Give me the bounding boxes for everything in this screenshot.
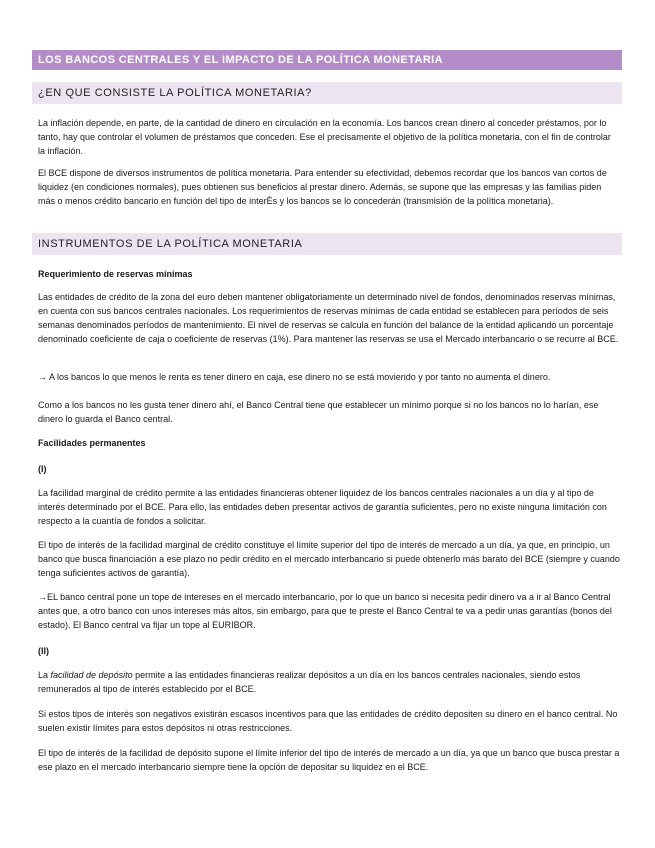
label-ii: (II) [38,646,49,656]
paragraph-bce-instrumentos: El BCE dispone de diversos instrumentos de política monetaria. Para entender su efectividad, debemos recordar que los bancos van cortos de liquidez (en condiciones normales), pues obtienen sus beneficios al prestar dinero. Además, se supone que las empresas y las familias piden más o menos crédito bancario en función del tipo de interÈs y los bancos se lo concederán (transmisión de la política monetaria). [38,168,607,206]
paragraph-arrow-caja: → A los bancos lo que menos le renta es tener dinero en caja, ese dinero no se está moviendo y por tanto no aumenta el dinero. [38,372,551,382]
label-i: (I) [38,464,47,474]
paragraph-banco-central-minimo: Como a los bancos no les gusta tener dinero ahí, el Banco Central tiene que establecer un mínimo porque si no los bancos no lo harían, ese dinero lo guarda el Banco central. [38,400,599,424]
paragraph-arrow-tope: →EL banco central pone un tope de intereses en el mercado interbancario, por lo que un banco si necesita pedir dinero va a ir al Banco Central antes que, a otro banco con unos intereses más altos, sin embargo, para que te preste el Banco Central te va a pedir unas garantías (bonos del estado). El Banco central va fijar un tope al EURIBOR. [38,592,612,630]
document-title: LOS BANCOS CENTRALES Y EL IMPACTO DE LA POLÍTICA MONETARIA [32,50,622,70]
term-facilidad-deposito: facilidad de depósito [50,670,133,680]
paragraph-reservas: Las entidades de crédito de la zona del euro deben mantener obligatoriamente un determinado nivel de fondos, denominados reservas mínimas, en cuenta con sus bancos centrales nacionales. Los requerimientos de reservas mínimas de cada entidad se establecen para períodos de seis semanas denominados períodos de mantenimiento. El nivel de reservas se calcula en función del balance de la entidad aplicando un porcentaje denominado coeficiente de caja o coeficiente de reservas (1%). Para mantener las reservas se usa el Mercado interbancario o se recurre al BCE. [38,292,619,344]
paragraph-limite-superior: El tipo de interés de la facilidad marginal de crédito constituye el límite superior del tipo de interés de mercado a un día, ya que, en principio, un banco que busca financiación a ese plazo no pedir crédito en el mercado interbancario si puede obtenerlo más barato del BCE (siempre y cuando tenga suficientes activos de garantía). [38,540,620,578]
paragraph-facilidad-marginal: La facilidad marginal de crédito permite a las entidades financieras obtener liquidez de los bancos centrales nacionales a un día y al tipo de interés determinado por el BCE. Para ello, las entidades deben presentar activos de garantía suficientes, pero no existe ninguna limitación con respecto a la cuantía de fondos a solicitar. [38,488,607,526]
paragraph-inflacion: La inflación depende, en parte, de la cantidad de dinero en circulación en la economía. Los bancos crean dinero al conceder préstamos, por lo tanto, hay que controlar el volumen de préstamos que conceden. Ese el precisamente el objetivo de la política monetaria, con el fin de controlar la inflación. [38,118,611,156]
subheading-facilidades: Facilidades permanentes [38,438,146,448]
subheading-reservas-minimas: Requerimiento de reservas mínimas [38,269,193,279]
paragraph-limite-inferior: El tipo de interés de la facilidad de depósito supone el límite inferior del tipo de interés de mercado a un día, ya que un banco que busca prestar a ese plazo en el mercado interbancario siempre tiene la opción de depositar su liquidez en el BCE. [38,748,620,772]
paragraph-facilidad-deposito: La facilidad de depósito permite a las entidades financieras realizar depósitos a un día en los bancos centrales nacionales, siendo estos remunerados al tipo de interés establecido por el BCE. [38,670,581,694]
section-heading-instrumentos: INSTRUMENTOS DE LA POLÍTICA MONETARIA [32,233,622,255]
paragraph-tipos-negativos: Si estos tipos de interés son negativos existirán escasos incentivos para que las entidades de crédito depositen su dinero en el banco central. No suelen existir límites para estos depósitos ni otras restricciones. [38,709,618,733]
section-heading-politica-monetaria: ¿EN QUE CONSISTE LA POLÍTICA MONETARIA? [32,82,622,104]
